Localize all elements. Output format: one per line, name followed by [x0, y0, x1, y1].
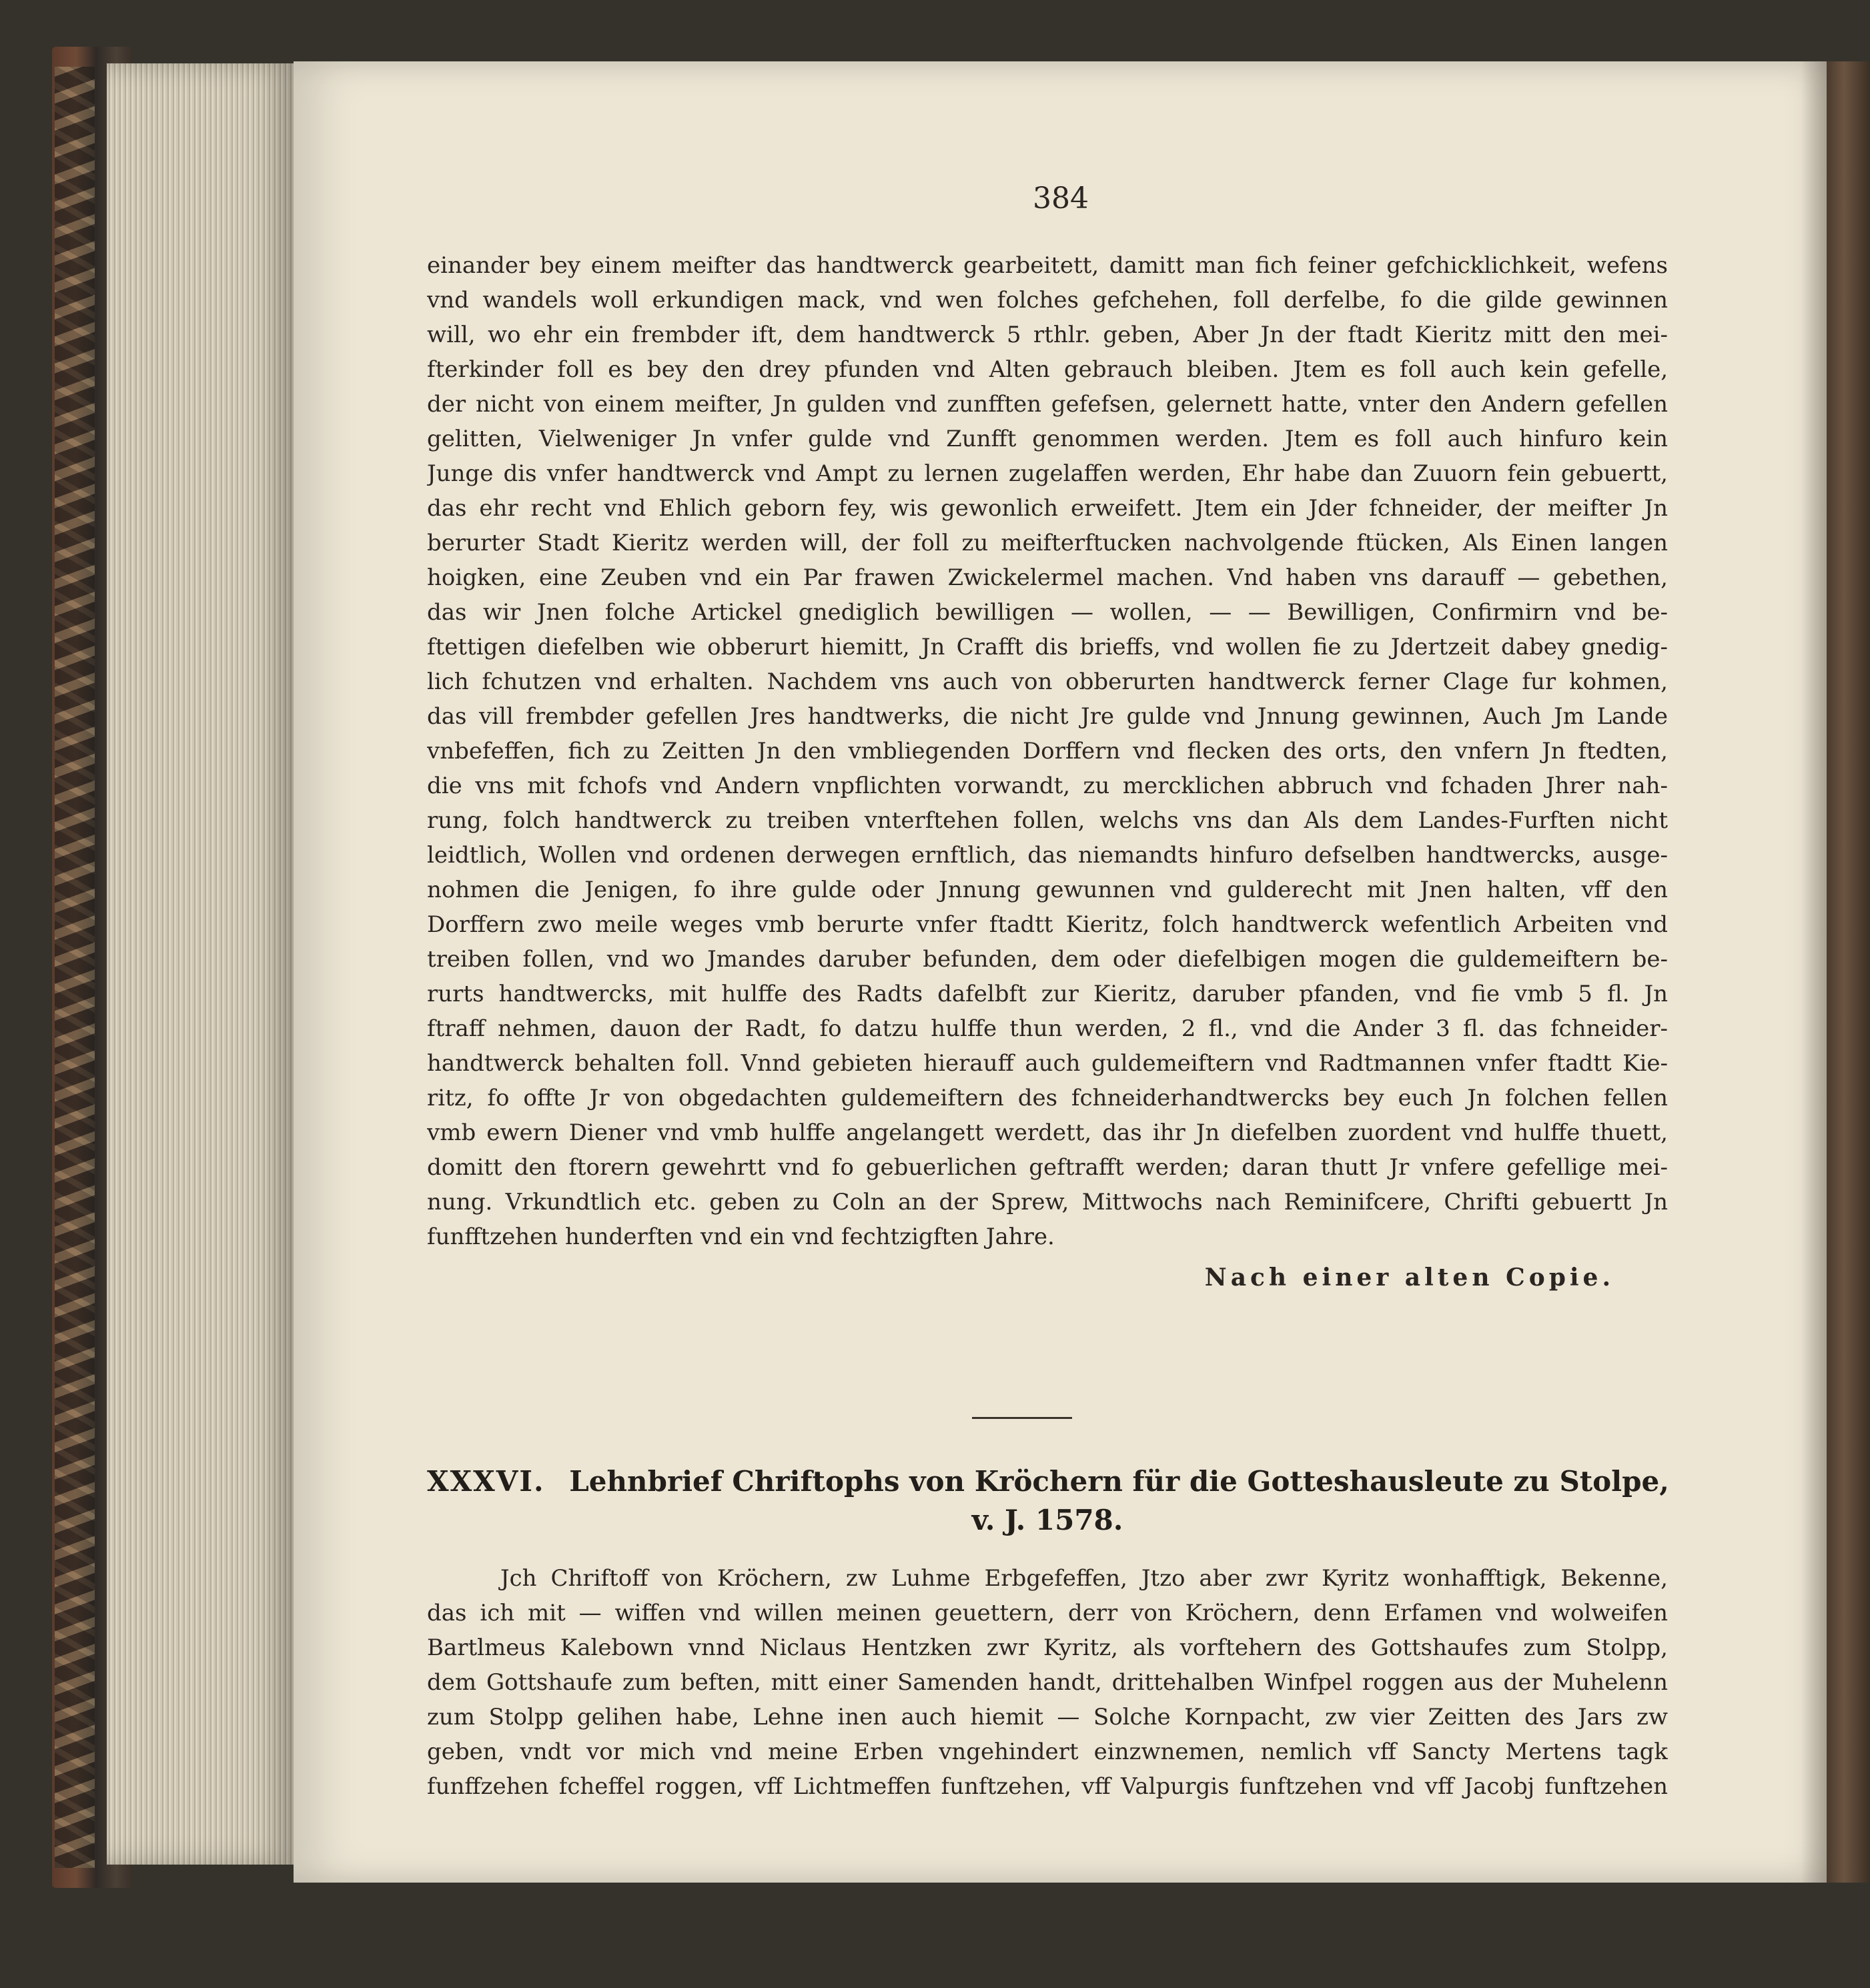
text-line: die vns mit fchofs vnd Andern vnpflichten vorwandt, zu mercklichen abbruch vnd fchaden Jhrer nah-	[427, 773, 1668, 799]
text-line: der nicht von einem meifter, Jn gulden vnd zunfften gefefsen, gelernett hatte, vnter den Andern gefellen	[427, 391, 1668, 418]
text-line: das ich mit — wiffen vnd willen meinen geuettern, derr von Kröchern, denn Erfamen vnd wolweifen	[427, 1600, 1668, 1626]
document-body	[427, 248, 1668, 1301]
text-line: nohmen die Jenigen, fo ihre gulde oder Jnnung gewunnen vnd gulderecht mit Jnen halten, vff den	[427, 877, 1668, 903]
text-line: nung. Vrkundtlich etc. geben zu Coln an der Sprew, Mittwochs nach Reminifcere, Chrifti gebuertt Jn	[427, 1189, 1668, 1215]
text-line: vnbefeffen, fich zu Zeitten Jn den vmbliegenden Dorffern vnd flecken des orts, den vnfern Jn ftedten,	[427, 738, 1668, 765]
text-line: Bartlmeus Kalebown vnnd Niclaus Hentzken zwr Kyritz, als vorftehern des Gottshaufes zum Stolpp,	[427, 1634, 1668, 1661]
text-line: Junge dis vnfer handtwerck vnd Ampt zu lernen zugelaffen werden, Ehr habe dan Zuuorn fein gebuertt,	[427, 460, 1668, 487]
text-line: geben, vndt vor mich vnd meine Erben vngehindert einzwnemen, nemlich vff Sancty Mertens tagk	[427, 1738, 1668, 1765]
section-heading	[427, 1462, 1668, 1540]
text-line: leidtlich, Wollen vnd ordenen derwegen ernftlich, das niemandts hinfuro defselben handtwercks, ausge-	[427, 842, 1668, 869]
page-edges	[107, 63, 297, 1865]
text-line: domitt den ftorern gewehrtt vnd fo gebuerlichen geftrafft werden; daran thutt Jr vnfere gefellige mei-	[427, 1154, 1668, 1181]
source-note: Nach einer alten Copie.	[1204, 1264, 1614, 1292]
text-line: vmb ewern Diener vnd vmb hulffe angelangett werdett, das ihr Jn diefelben zuordent vnd hulffe thuett,	[427, 1119, 1668, 1146]
text-line: das wir Jnen folche Artickel gnediglich bewilligen — wollen, — — Bewilligen, Confirmirn vnd be-	[427, 599, 1668, 626]
text-line: das vill frembder gefellen Jres handtwerks, die nicht Jre gulde vnd Jnnung gewinnen, Auch Jm Lande	[427, 703, 1668, 730]
book-page	[294, 61, 1828, 1883]
section-body	[427, 1561, 1668, 1804]
section-date: v. J. 1578.	[971, 1504, 1123, 1536]
text-line: treiben follen, vnd wo Jmandes daruber befunden, dem oder diefelbigen mogen die guldemeiftern be-	[427, 946, 1668, 973]
text-line: funfftzehen hunderften vnd ein vnd fechtzigften Jahre.	[427, 1223, 1055, 1250]
text-line: lich fchutzen vnd erhalten. Nachdem vns auch von obberurten handtwerck ferner Clage fur kohmen,	[427, 668, 1668, 695]
text-line: das ehr recht vnd Ehlich geborn fey, wis gewonlich erweifett. Jtem ein Jder fchneider, der meifter Jn	[427, 495, 1668, 522]
text-line: ftettigen diefelben wie obberurt hiemitt, Jn Crafft dis brieffs, vnd wollen fie zu Jdertzeit dabey gnedig-	[427, 634, 1668, 660]
text-line: fterkinder foll es bey den drey pfunden vnd Alten gebrauch bleiben. Jtem es foll auch kein gefelle,	[427, 356, 1668, 383]
text-line: vnd wandels woll erkundigen mack, vnd wen folches gefchehen, foll derfelbe, fo die gilde gewinnen	[427, 287, 1668, 314]
section-title-text: Lehnbrief Chriftophs von Kröchern für die Gotteshausleute zu Stolpe,	[569, 1465, 1669, 1498]
text-line: will, wo ehr ein frembder ift, dem handtwerck 5 rthlr. geben, Aber Jn der ftadt Kieritz mitt den mei-	[427, 322, 1668, 348]
section-number: XXXVI.	[427, 1465, 545, 1498]
text-line: berurter Stadt Kieritz werden will, der foll zu meifterftucken nachvolgende ftücken, Als Einen langen	[427, 530, 1668, 556]
text-line: Jch Chriftoff von Kröchern, zw Luhme Erbgefeffen, Jtzo aber zwr Kyritz wonhafftigk, Bekenne,	[500, 1565, 1668, 1592]
text-line: rung, folch handtwerck zu treiben vnterftehen follen, welchs vns dan Als dem Landes-Furften nicht	[427, 807, 1668, 834]
text-line: funffzehen fcheffel roggen, vff Lichtmeffen funftzehen, vff Valpurgis funftzehen vnd vff Jacobj funftzehen	[427, 1773, 1668, 1800]
text-line: handtwerck behalten foll. Vnnd gebieten hierauff auch guldemeiftern vnd Radtmannen vnfer ftadtt Kie-	[427, 1050, 1668, 1077]
section-divider	[972, 1417, 1072, 1419]
text-line: einander bey einem meifter das handtwerck gearbeitett, damitt man fich feiner gefchicklichkeit, wefens	[427, 252, 1668, 279]
page-number: 384	[1033, 181, 1089, 215]
text-line: Dorffern zwo meile weges vmb berurte vnfer ftadtt Kieritz, folch handtwerck wefentlich Arbeiten vnd	[427, 911, 1668, 938]
section-title	[427, 1462, 1668, 1501]
marbled-cover-pattern	[55, 67, 95, 1868]
text-line: dem Gottshaufe zum beften, mitt einer Samenden handt, drittehalben Winfpel roggen aus der Muhelenn	[427, 1669, 1668, 1696]
text-line: ftraff nehmen, dauon der Radt, fo datzu hulffe thun werden, 2 fl., vnd die Ander 3 fl. das fchneider-	[427, 1015, 1668, 1042]
text-line: rurts handtwercks, mit hulffe des Radts dafelbft zur Kieritz, daruber pfanden, vnd fie vmb 5 fl. Jn	[427, 981, 1668, 1007]
text-line: ritz, fo offte Jr von obgedachten guldemeiftern des fchneiderhandtwercks bey euch Jn folchen fellen	[427, 1085, 1668, 1111]
text-line: gelitten, Vielweniger Jn vnfer gulde vnd Zunfft genommen werden. Jtem es foll auch hinfuro kein	[427, 426, 1668, 452]
text-line: hoigken, eine Zeuben vnd ein Par frawen Zwickelermel machen. Vnd haben vns darauff — gebethen,	[427, 564, 1668, 591]
text-line: zum Stolpp gelihen habe, Lehne inen auch hiemit — Solche Kornpacht, zw vier Zeitten des Jars zw	[427, 1704, 1668, 1730]
facing-page-edge	[1827, 61, 1870, 1883]
